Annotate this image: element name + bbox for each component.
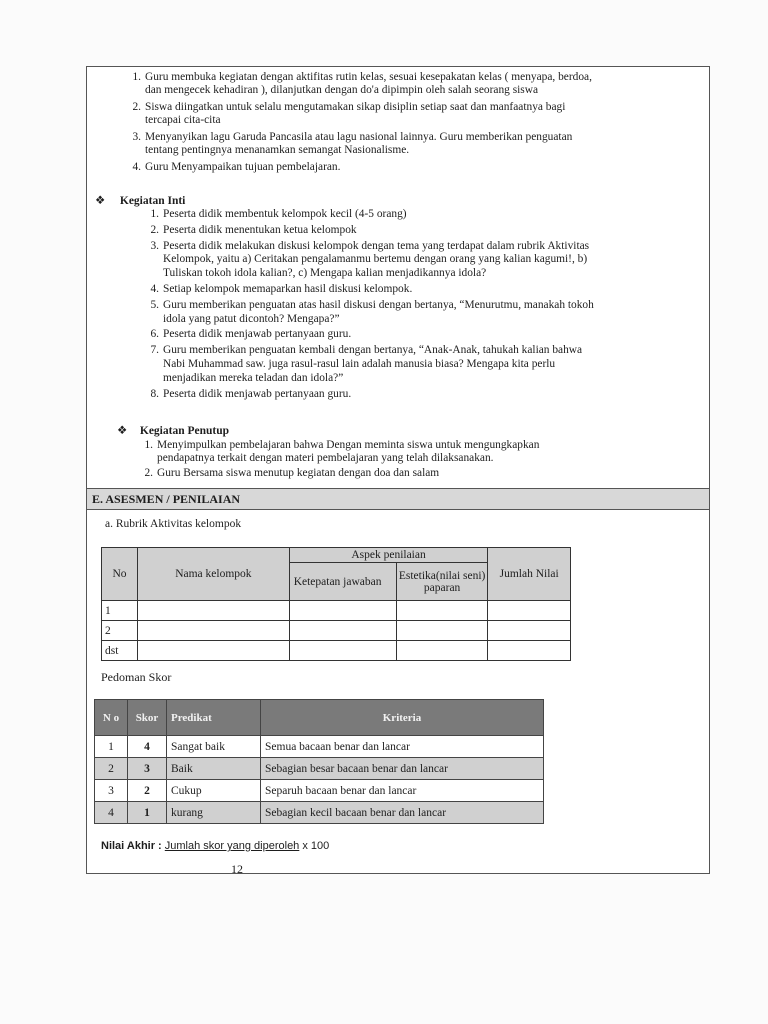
col-header-no: No bbox=[102, 548, 138, 601]
table-row: 2 bbox=[102, 621, 571, 641]
list-item: 1. Guru membuka kegiatan dengan aktifitas rutin kelas, sesuai kesepakatan kelas ( menyapa, berdoa, dan mengecek kehadiran ), dilanjutkan dengan do'a dipimpin oleh salah seorang siswa bbox=[132, 71, 592, 96]
diamond-bullet-icon: ❖ bbox=[117, 425, 128, 437]
kegiatan-penutup-heading: ❖ Kegiatan Penutup bbox=[117, 425, 230, 437]
col-header-estetika: Estetika(nilai seni) paparan bbox=[396, 563, 488, 601]
list-item: 5. Guru memberikan penguatan atas hasil diskusi dengan bertanya, “Menurutmu, manakah tokoh idola yang patut dicontoh? Mengapa?” bbox=[150, 298, 594, 325]
col-header-predikat: Predikat bbox=[167, 700, 261, 736]
table-row: 1 bbox=[102, 601, 571, 621]
list-item: 6. Peserta didik menjawab pertanyaan guru. bbox=[150, 328, 352, 341]
list-item: 4. Guru Menyampaikan tujuan pembelajaran. bbox=[132, 161, 341, 173]
diamond-bullet-icon: ❖ bbox=[95, 195, 106, 207]
pedoman-skor-table bbox=[94, 699, 544, 824]
col-header-aspek: Aspek penilaian bbox=[289, 548, 488, 563]
pendahuluan-list bbox=[132, 71, 705, 174]
kegiatan-inti-list bbox=[150, 208, 703, 401]
kegiatan-inti-heading: ❖ Kegiatan Inti bbox=[95, 195, 186, 207]
list-item: 3. Peserta didik melakukan diskusi kelompok dengan tema yang terdapat dalam rubrik Aktivitas Kelompok, yaitu a) Ceritakan pengalamanmu bertemu dengan orang yang kalian kagumi!, b) Tuliskan tokoh idola kalian?, c) Mengapa kalian menjadikannya idola? bbox=[150, 239, 590, 280]
col-header-no: N o bbox=[95, 700, 128, 736]
page-number: 12 bbox=[231, 862, 243, 876]
table-row: 4 1 kurang Sebagian kecil bacaan benar dan lancar bbox=[95, 802, 544, 824]
table-row: dst bbox=[102, 641, 571, 661]
col-header-nama: Nama kelompok bbox=[138, 548, 290, 601]
list-item: 2. Siswa diingatkan untuk selalu mengutamakan sikap disiplin setiap saat dan manfaatnya bagi tercapai cita-cita bbox=[132, 101, 566, 126]
col-header-jumlah: Jumlah Nilai bbox=[488, 548, 571, 601]
list-item: 2. Guru Bersama siswa menutup kegiatan dengan doa dan salam bbox=[144, 467, 440, 479]
table-row: 1 4 Sangat baik Semua bacaan benar dan lancar bbox=[95, 736, 544, 758]
list-item: 4. Setiap kelompok memaparkan hasil diskusi kelompok. bbox=[150, 282, 413, 295]
col-header-ketepatan: Ketepatan jawaban bbox=[289, 563, 396, 601]
nilai-akhir-formula: Nilai Akhir : Jumlah skor yang diperoleh x 100 bbox=[101, 840, 330, 852]
rubrik-subheading: a. Rubrik Aktivitas kelompok bbox=[105, 518, 242, 530]
table-row: 3 2 Cukup Separuh bacaan benar dan lancar bbox=[95, 780, 544, 802]
pedoman-skor-label: Pedoman Skor bbox=[101, 670, 172, 684]
list-item: 2. Peserta didik menentukan ketua kelompok bbox=[150, 223, 357, 236]
list-item: 8. Peserta didik menjawab pertanyaan guru. bbox=[150, 387, 352, 400]
list-item: 7. Guru memberikan penguatan kembali dengan bertanya, “Anak-Anak, tahukah kalian bahwa Nabi Muhammad saw. juga rasul-rasul lain adalah manusia biasa? Mengapa kita perlu menjadikan mereka teladan dan idola?” bbox=[150, 344, 583, 384]
list-item: 1. Menyimpulkan pembelajaran bahwa Dengan meminta siswa untuk mengungkapkan pendapatnya terkait dengan materi pembelajaran yang telah dilaksanakan. bbox=[144, 439, 540, 464]
col-header-kriteria: Kriteria bbox=[261, 700, 544, 736]
section-e-header: E. ASESMEN / PENILAIAN bbox=[87, 488, 709, 510]
document-frame bbox=[86, 66, 710, 874]
list-item: 1. Peserta didik membentuk kelompok kecil (4-5 orang) bbox=[150, 208, 407, 220]
col-header-skor: Skor bbox=[128, 700, 167, 736]
table-row: 2 3 Baik Sebagian besar bacaan benar dan lancar bbox=[95, 758, 544, 780]
rubrik-table bbox=[101, 547, 571, 661]
list-item: 3. Menyanyikan lagu Garuda Pancasila atau lagu nasional lainnya. Guru memberikan penguatan tentang pentingnya menanamkan semangat Nasionalisme. bbox=[132, 131, 573, 156]
kegiatan-penutup-list bbox=[144, 439, 697, 480]
